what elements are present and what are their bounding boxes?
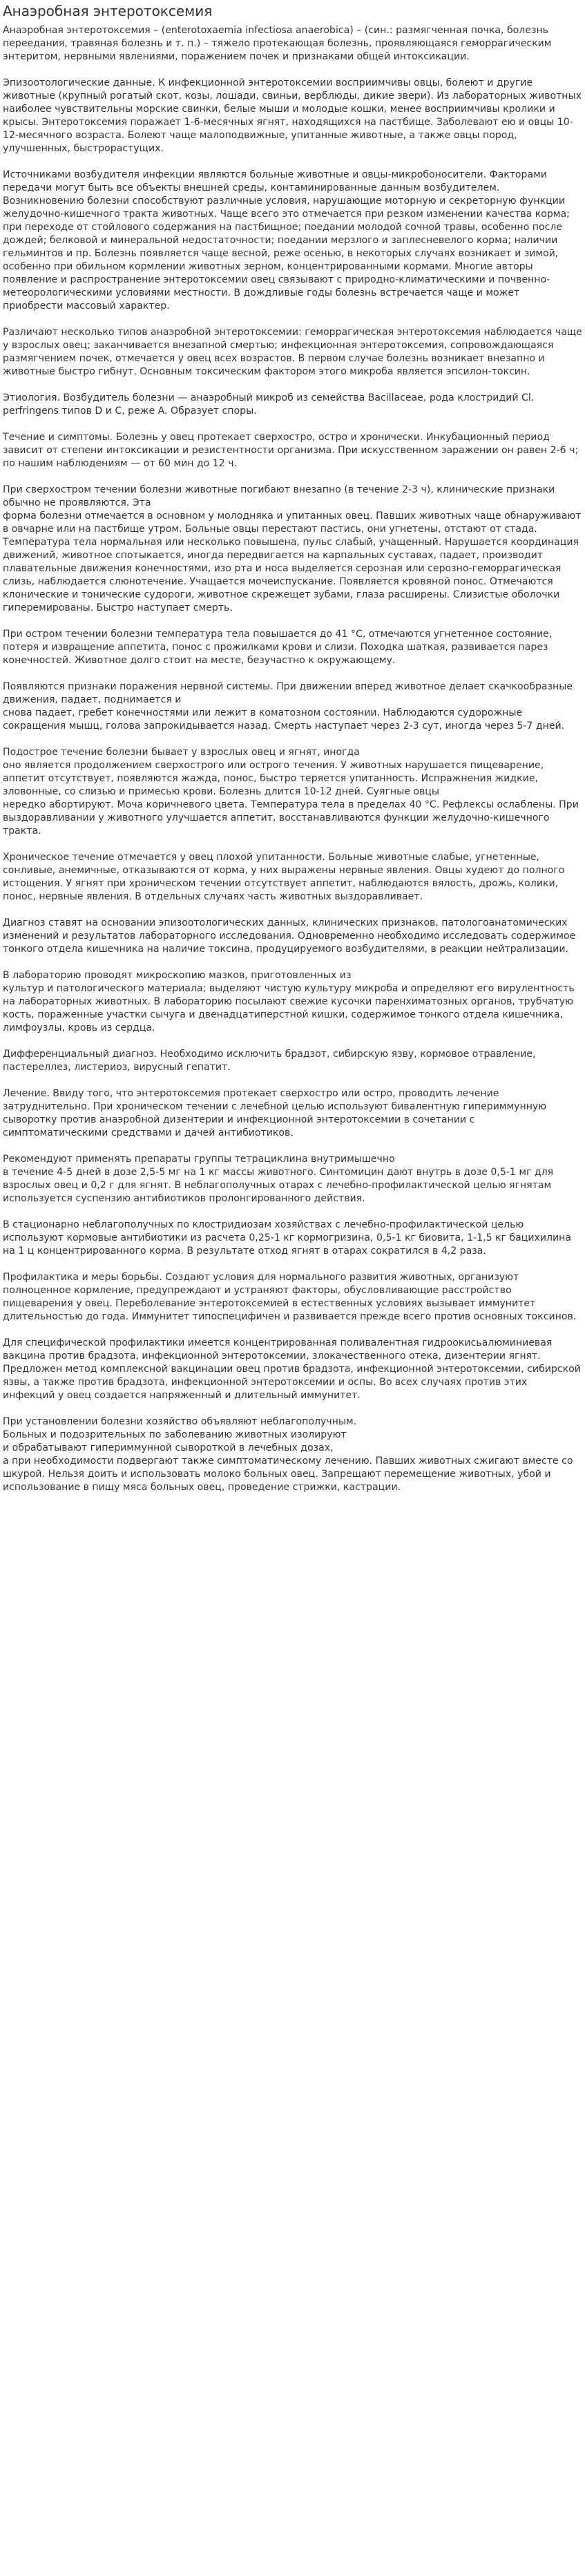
paragraph-sources: Источниками возбудителя инфекции являются больные животные и овцы-микробоносители. Факторами передачи могут быть все объекты внешней среды, контаминированные данным возбудителем. Возникновению болезни способствуют различные условия, нарушающие моторную и секреторную функции желудочно-кишечного тракта животных. Чаще всего это отмечается при резком изменении качества корма; при переходе от стойлового содержания на пастбищное; поедании молодой сочной травы, особенно после дождей; белковой и минеральной недостаточности; поедании мерзлого и заплесневелого корма; наличии гельминтов и пр. Болезнь появляется чаще весной, реже осенью, в некоторых случаях возникает и зимой, особенно при обильном кормлении животных зерном, концентрированными кормами. Многие авторы появление и распространение энтеротоксемии овец связывают с природно-климатическими и почвенно-метеорологическими условиями местности. В дождливые годы болезнь встречается чаще и может приобрести массовый характер. bbox=[3, 169, 570, 312]
paragraph-feed-antibiotics: В стационарно неблагополучных по клостридиозам хозяйствах с лечебно-профилактической целью используют кормовые антибиотики из расчета 0,25-1 кг кормогризина, 0,5-1 кг биовита, 1-1,5 кг бацихилина на 1 ц концентрированного корма. В результате отход ягнят в отарах сократился в 4,2 раза. bbox=[3, 1219, 572, 1257]
paragraph-epizootology: Эпизоотологические данные. К инфекционной энтеротоксемии восприимчивы овцы, болеют и другие животные (крупный рогатый скот, козы, лошади, свиньи, верблюды, дикие звери). Из лабораторных животных наиболее чувствительны морские свинки, белые мыши и молодые кошки, менее восприимчивы кролики и крысы. Энтеротоксемия поражает 1-6-месячных ягнят, находящихся на пастбище. Заболевают ею и овцы 10-12-месячного возраста. Болеют чаще малоподвижные, упитанные животные, а также овцы пород, улучшенных, быстрорастущих. bbox=[3, 77, 582, 154]
paragraph-definition: Анаэробная энтеротоксемия – (enterotoxaemia infectiosa anaerobica) – (син.: размягченная почка, болезнь переедания, травяная болезнь и т. п.) – тяжело протекающая болезнь, проявляющаяся геморрагическим энтеритом, нервными явлениями, поражением почек и признаками общей интоксикации. bbox=[3, 25, 552, 62]
paragraph-nervous-signs: Появляются признаки поражения нервной системы. При движении вперед животное делает скачкообразные движения, падает, поднимается и снова падает, гребет конечностями или лежит в коматозном состоянии. Наблюдаются судорожные сокращения мышц, голова запрокидывается назад. Смерть наступает через 2-3 сут, иногда через 5-7 дней. bbox=[3, 681, 573, 732]
paragraph-hyperacute: При сверхостром течении болезни животные погибают внезапно (в течение 2-3 ч), клинические признаки обычно не проявляются. Эта форма болезни отмечается в основном у молодняка и упитанных овец. Павших животных чаще обнаруживают в овчарне или на пастбище утром. Больные овцы перестают пастись, они угнетены, отстают от стада. Температура тела нормальная или несколько повышена, пульс слабый, учащенный. Нарушается координация движений, животное спотыкается, иногда передвигается на карпальных суставах, падает, производит плавательные движения конечностями, изо рта и носа выделяется серозная или серозно-геморрагическая слизь, наблюдается слюнотечение. Учащается мочеиспускание. Появляется кровяной понос. Отмечаются клонические и тонические судороги, животное скрежещет зубами, глаза расширены. Слизистые оболочки гиперемированы. Быстро наступает смерть. bbox=[3, 484, 582, 613]
paragraph-tetracycline: Рекомендуют применять препараты группы тетрациклина внутримышечно в течение 4-5 дней в дозе 2,5-5 мг на 1 кг массы животного. Синтомицин дают внутрь в дозе 0,5-1 мг для взрослых овец и 0,2 г для ягнят. В неблагополучных отарах с лечебно-профилактической целью ягнятам используется суспензию антибиотиков пролонгированного действия. bbox=[3, 1154, 554, 1204]
paragraph-laboratory: В лабораторию проводят микроскопию мазков, приготовленных из культур и патологического материала; выделяют чистую культуру микроба и определяют его вирулентность на лабораторных животных. В лабораторию посылают свежие кусочки паренхиматозных органов, трубчатую кость, пораженные участки сычуга и двенадцатиперстной кишки, содержимое тонкого отдела кишечника, лимфоузлы, кровь из сердца. bbox=[3, 970, 575, 1033]
paragraph-types: Различают несколько типов анаэробной энтеротоксемии: геморрагическая энтеротоксемия наблюдается чаще у взрослых овец; заканчивается внезапной смертью; инфекционная энтеротоксемия, сопровождающаяся размягчением почек, отмечается у овец всех возрастов. В первом случае болезнь возникает внезапно и животные быстро гибнут. Основным токсическим фактором этого микроба является эпсилон-токсин. bbox=[3, 327, 582, 377]
paragraph-treatment: Лечение. Ввиду того, что энтеротоксемия протекает сверхостро или остро, проводить лечение затруднительно. При хроническом течении с лечебной целью используют бивалентную гипериммунную сыворотку против анаэробной дизентерии и инфекционной энтеротоксемии в сочетании с симптоматическими средствами и дачей антибиотиков. bbox=[3, 1088, 547, 1138]
article-title: Анаэробная энтеротоксемия bbox=[3, 3, 213, 19]
paragraph-control-measures: При установлении болезни хозяйство объявляют неблагополучным. Больных и подозрительных по заболеванию животных изолируют и обрабатывают гипериммунной сывороткой в лечебных дозах, а при необходимости подвергают также симптоматическому лечению. Павших животных сжигают вместе со шкурой. Нельзя доить и использовать молоко больных овец. Запрещают перемещение животных, убой и использование в пищу мяса больных овец, проведение стрижки, кастрации. bbox=[3, 1416, 573, 1493]
paragraph-specific-prevention: Для специфической профилактики имеется концентрированная поливалентная гидроокисьалюминиевая вакцина против брадзота, инфекционной энтеротоксемии, злокачественного отека, дизентерии ягнят. Предложен метод комплексной вакцинации овец против брадзота, инфекционной энтеротоксемии, сибирской язвы, а также против брадзота, инфекционной энтеротоксемии и оспы. Во всех случаях против этих инфекций у овец создается напряженный и длительный иммунитет. bbox=[3, 1337, 581, 1401]
paragraph-chronic: Хроническое течение отмечается у овец плохой упитанности. Больные животные слабые, угнетенные, сонливые, анемичные, отказываются от корма, у них выражены нервные явления. Овцы худеют до полного истощения. У ягнят при хроническом течении отсутствует аппетит, наблюдаются вялость, дрожь, колики, понос, нервные явления. В отдельных случаях часть животных выздоравливает. bbox=[3, 852, 565, 902]
paragraph-acute: При остром течении болезни температура тела повышается до 41 °С, отмечаются угнетенное состояние, потеря и извращение аппетита, понос с прожилками крови и слизи. Походка шаткая, развивается парез конечностей. Животное долго стоит на месте, безучастно к окружающему. bbox=[3, 629, 553, 666]
paragraph-diagnosis: Диагноз ставят на основании эпизоотологических данных, клинических признаков, патологоанатомических изменений и результатов лабораторного исследования. Одновременно необходимо исследовать содержимое тонкого отдела кишечника на наличие токсина, продуцируемого возбудителями, в реакции нейтрализации. bbox=[3, 917, 576, 955]
paragraph-subacute: Подострое течение болезни бывает у взрослых овец и ягнят, иногда оно является продолжением сверхострого или острого течения. У животных нарушается пищеварение, аппетит отсутствует, появляются жажда, понос, быстро теряется упитанность. Испражнения жидкие, зловонные, со слизью и примесью крови. Болезнь длится 10-12 дней. Суягные овцы нередко абортируют. Моча коричневого цвета. Температура тела в пределах 40 °С. Рефлексы ослаблены. При выздоравливании у животного улучшается аппетит, восстанавливаются функции желудочно-кишечного тракта. bbox=[3, 747, 579, 837]
article-body bbox=[3, 24, 582, 1494]
paragraph-differential-diagnosis: Дифференциальный диагноз. Необходимо исключить брадзот, сибирскую язву, кормовое отравление, пастереллез, листериоз, вирусный гепатит. bbox=[3, 1049, 536, 1073]
paragraph-prevention: Профилактика и меры борьбы. Создают условия для нормального развития животных, организуют полноценное кормление, предупреждают и устраняют факторы, обусловливающие расстройство пищеварения у овец. Переболевание энтеротоксемией в естественных условиях вызывает иммунитет длительностью до года. Иммунитет типоспецифичен и развивается прежде всего против основных токсинов. bbox=[3, 1272, 577, 1322]
paragraph-etiology: Этиология. Возбудитель болезни — анаэробный микроб из семейства Bacillaceae, рода клостридий Cl. perfringens типов D и C, реже A. Образует споры. bbox=[3, 392, 535, 417]
paragraph-course-symptoms: Течение и симптомы. Болезнь у овец протекает сверхостро, остро и хронически. Инкубационный период зависит от степени интоксикации и резистентности организма. При искусственном заражении он равен 2-6 ч; по нашим наблюдениям — от 60 мин до 12 ч. bbox=[3, 432, 579, 469]
